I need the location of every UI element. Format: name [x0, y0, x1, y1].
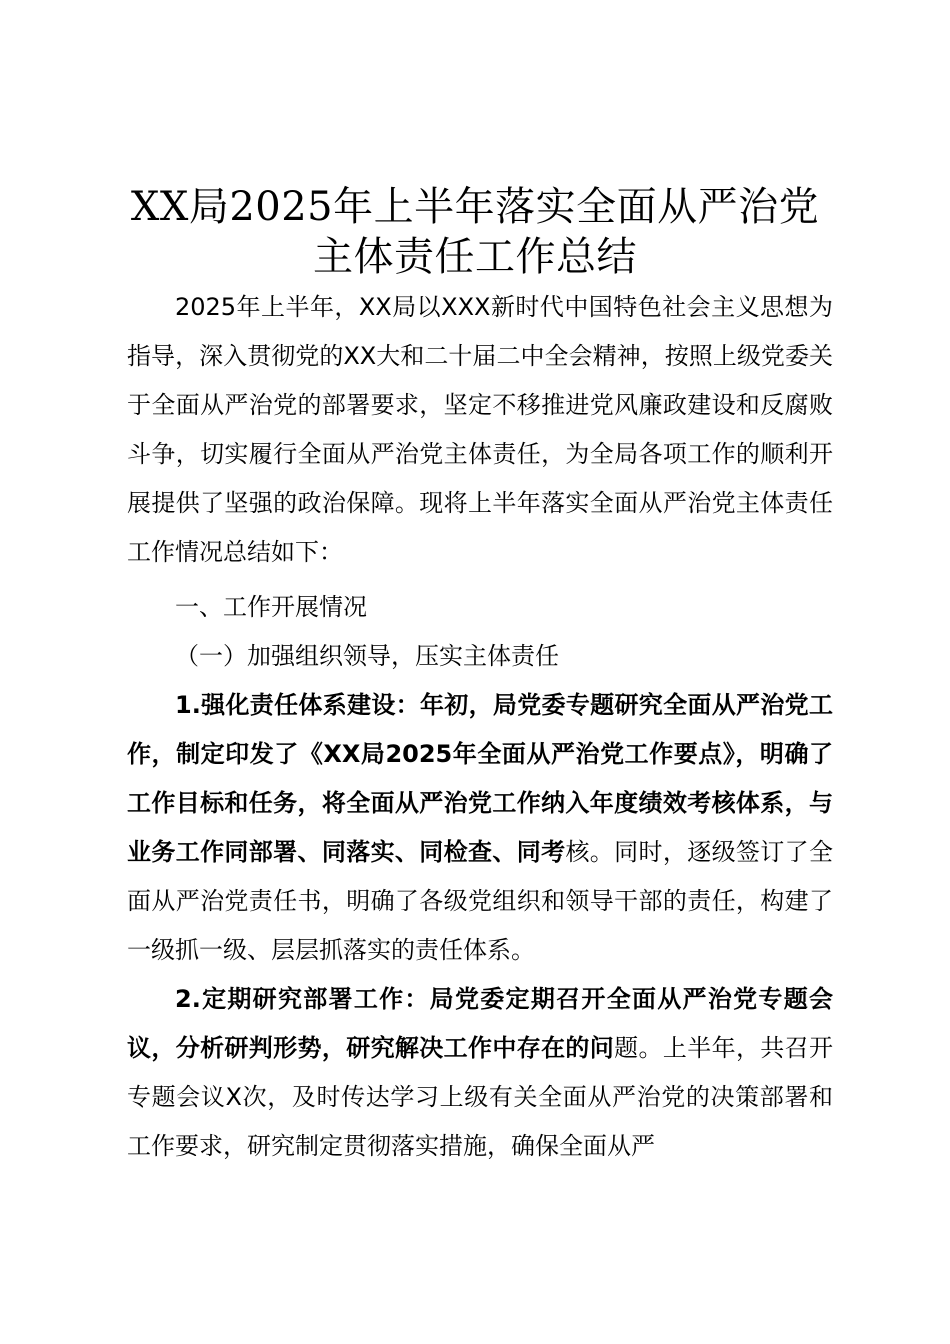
item-1-normal-text: 核。同时，逐级签订了全面从严治党责任书，明确了各级党组织和领导干部的责任，构建了一级抓一级、层层抓落实的责任体系。 [127, 838, 834, 964]
item-2-bold-text: 2.定期研究部署工作：局党委定期召开全面从严治党专题会议，分析研判形势，研究解决工作中存在的问 [127, 985, 833, 1062]
document-title [60, 182, 890, 282]
subsection-heading: （一）加强组织领导，压实主体责任 [175, 642, 559, 670]
item-1-paragraph [127, 681, 833, 975]
item-1-bold-text: 1.强化责任体系建设：年初，局党委专题研究全面从严治党工作，制定印发了《XX局2025年全面从严治党工作要点》，明确了工作目标和任务，将全面从严治党工作纳入年度绩效考核体系，与业务工作同部署、同落实、同检查、同考 [127, 691, 833, 866]
intro-paragraph: 2025年上半年，XX局以XXX新时代中国特色社会主义思想为指导，深入贯彻党的XX大和二十届二中全会精神，按照上级党委关于全面从严治党的部署要求，坚定不移推进党风廉政建设和反腐败斗争，切实履行全面从严治党主体责任，为全局各项工作的顺利开展提供了坚强的政治保障。现将上半年落实全面从严治党主体责任工作情况总结如下： [127, 293, 833, 566]
title-line-1: XX局2025年上半年落实全面从严治党 [130, 184, 820, 230]
item-2-paragraph [127, 975, 833, 1171]
title-line-2: 主体责任工作总结 [313, 234, 637, 280]
section-heading: 一、工作开展情况 [175, 593, 367, 621]
document-body [127, 283, 833, 1171]
item-2-normal-text: 题。上半年，共召开专题会议X次，及时传达学习上级有关全面从严治党的决策部署和工作要求，研究制定贯彻落实措施，确保全面从严 [127, 1034, 834, 1160]
